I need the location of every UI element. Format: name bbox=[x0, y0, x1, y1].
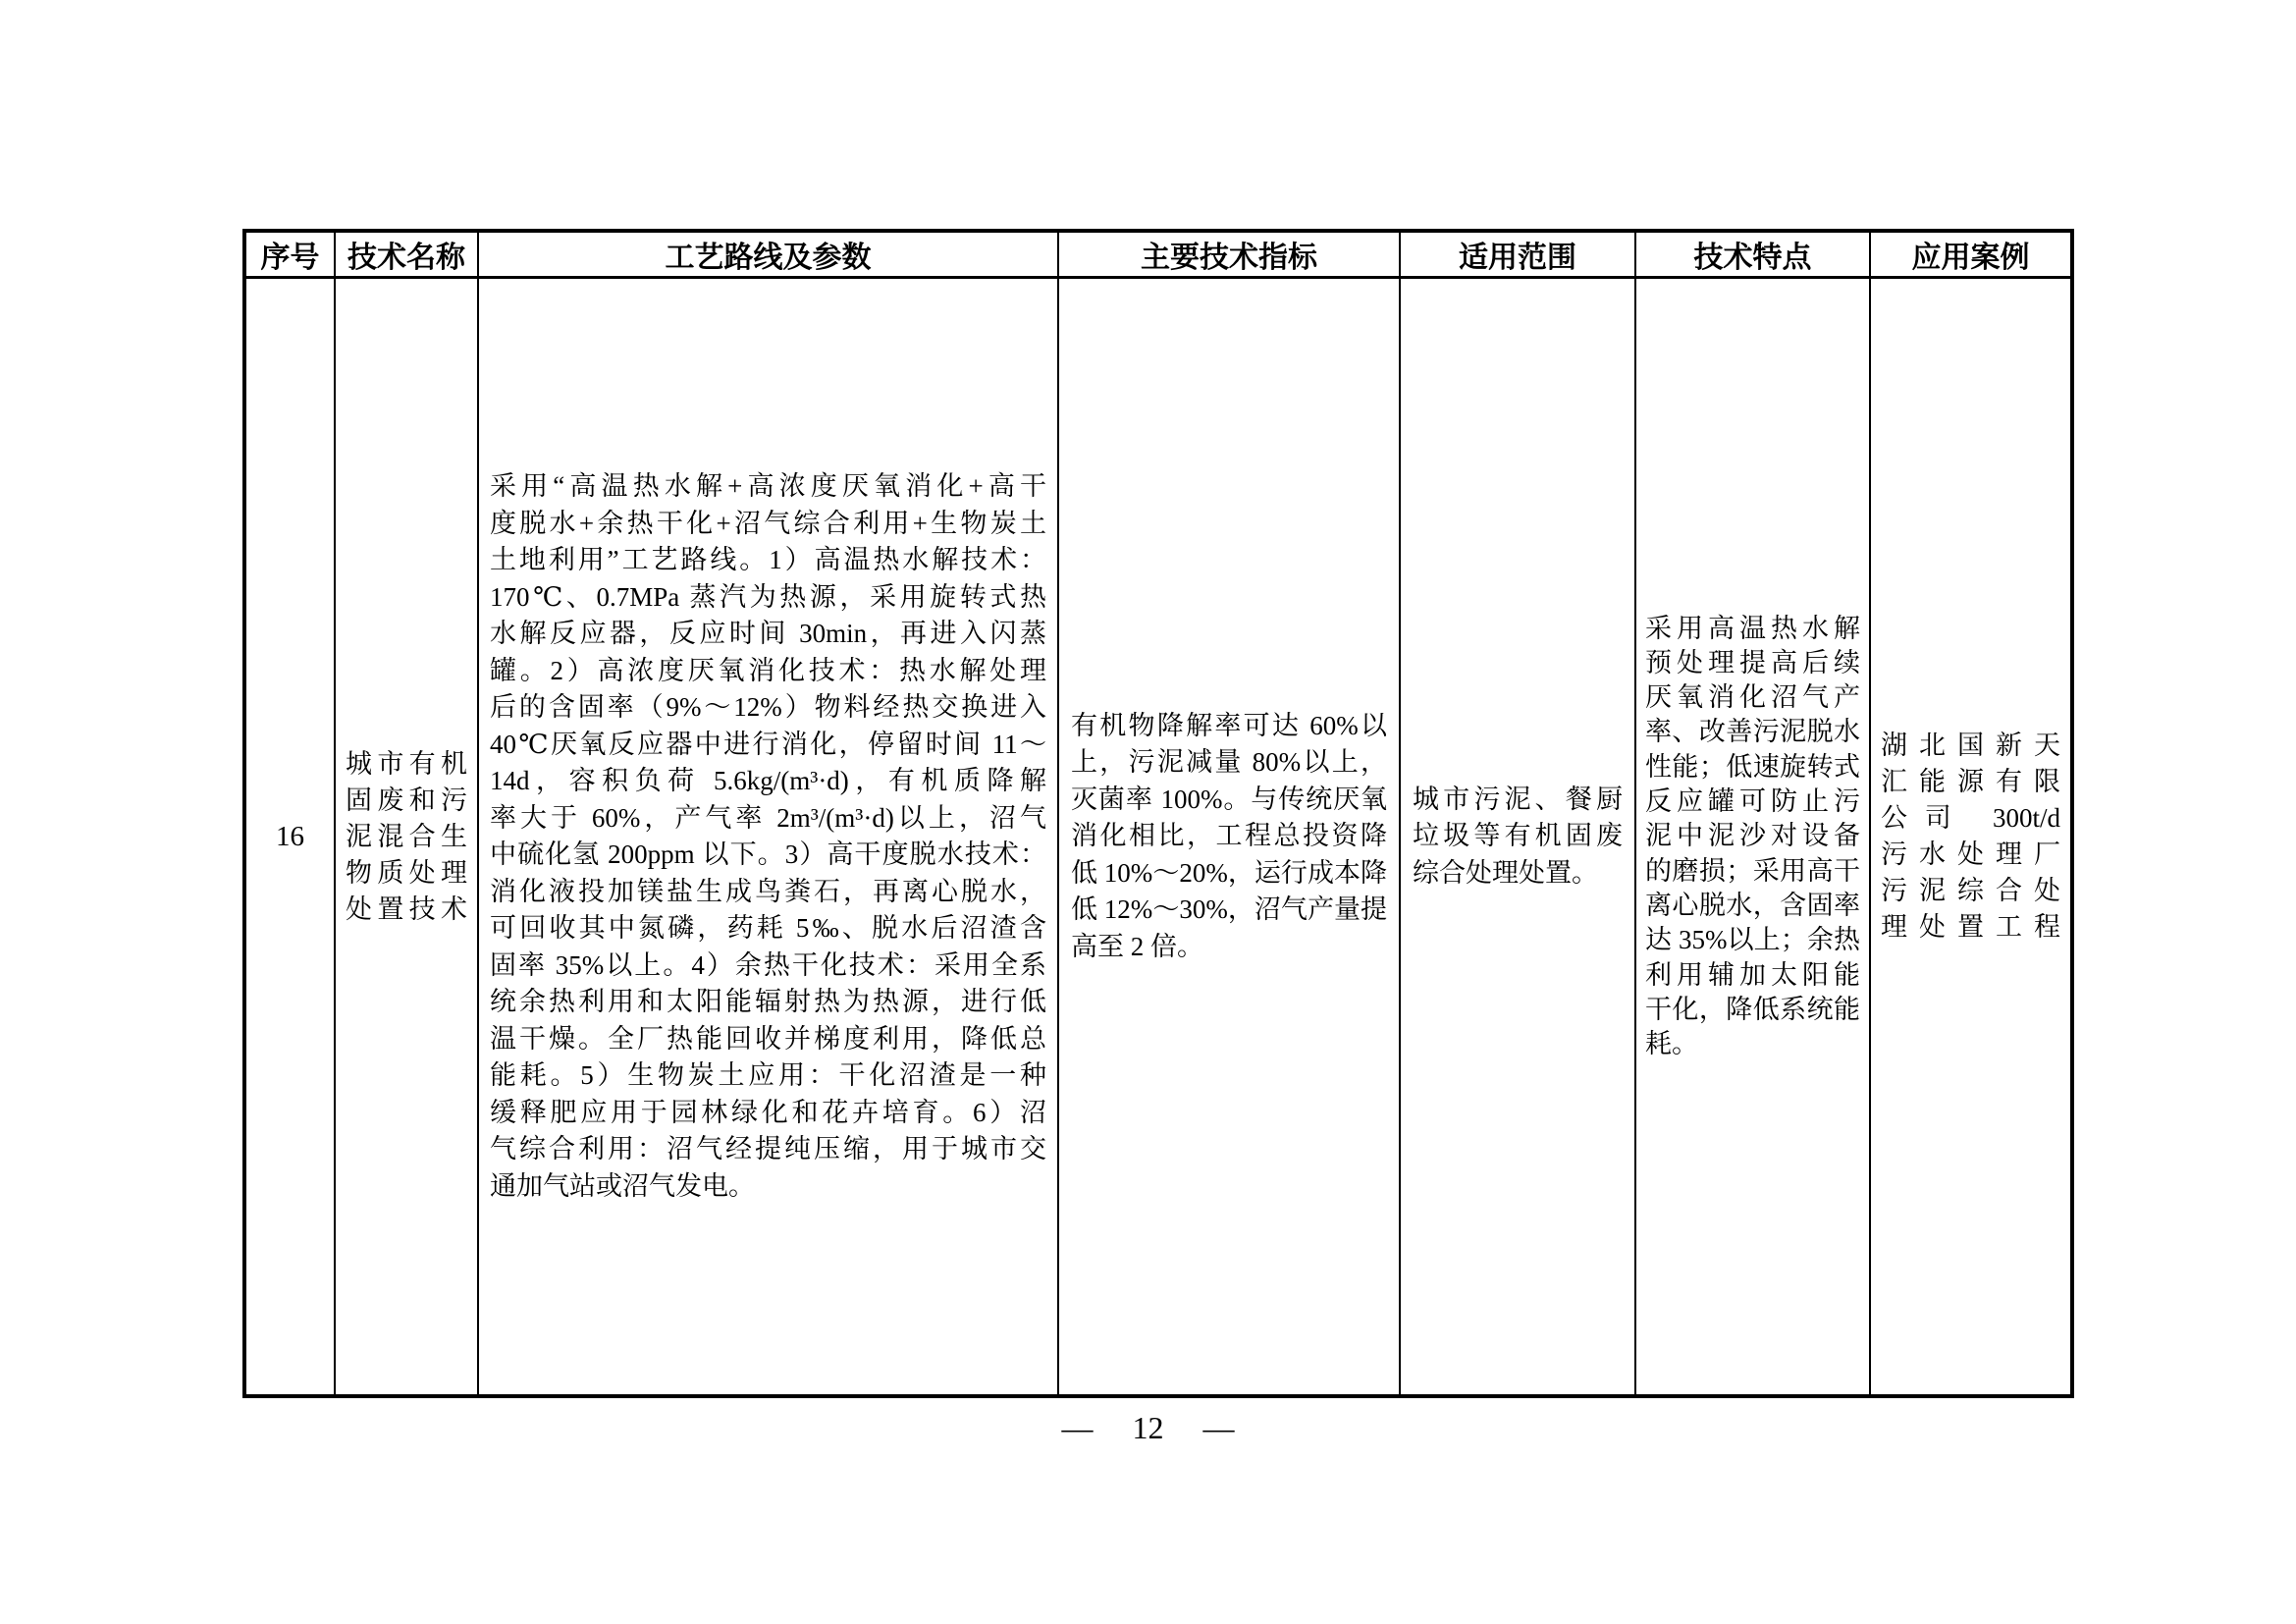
page-number: 12 bbox=[1132, 1410, 1164, 1445]
cell-tech-name bbox=[335, 278, 478, 1397]
cell-process-route bbox=[478, 278, 1058, 1397]
footer-dash-left: — bbox=[1061, 1410, 1094, 1445]
applicable-scope-text: 城市污泥、餐厨 垃圾等有机固废 综合处理处置。 bbox=[1413, 784, 1623, 888]
technology-table bbox=[242, 229, 2074, 1398]
cell-tech-indicators bbox=[1058, 278, 1400, 1397]
col-header-scope: 适用范围 bbox=[1400, 231, 1635, 278]
tech-name-text: 城市有机 固废和污 泥混合生 物质处理 处置技术 bbox=[346, 748, 467, 924]
table-header-row bbox=[244, 231, 2072, 278]
col-header-tech-name: 技术名称 bbox=[335, 231, 478, 278]
cell-application-case bbox=[1870, 278, 2072, 1397]
tech-features-text: 采用高温热水解 预处理提高后续 厌氧消化沼气产 率、改善污泥脱水 性能；低速旋转式 反应罐可防止污 泥中泥沙对设备 的磨损；采用高干 离心脱水，含固率 达 35%以上；余热 利用辅加太阳能 干化，降低系统能 耗。 bbox=[1645, 613, 1860, 1059]
table-row bbox=[244, 278, 2072, 1397]
col-header-cases: 应用案例 bbox=[1870, 231, 2072, 278]
page-footer bbox=[0, 1406, 2296, 1449]
application-case-text: 湖北国新天 汇能源有限 公司 300t/d 污水处理厂 污泥综合处 理处置工程 bbox=[1881, 731, 2060, 942]
tech-indicators-text: 有机物降解率可达 60%以 上，污泥减量 80%以上， 灭菌率 100%。与传统厌氧 消化相比，工程总投资降 低 10%～20%，运行成本降 低 12%～30%，沼气产量提 高至 2 倍。 bbox=[1071, 710, 1387, 961]
cell-serial-number: 16 bbox=[244, 278, 335, 1397]
cell-applicable-scope bbox=[1400, 278, 1635, 1397]
col-header-index: 序号 bbox=[244, 231, 335, 278]
col-header-process-route: 工艺路线及参数 bbox=[478, 231, 1058, 278]
cell-tech-features bbox=[1635, 278, 1870, 1397]
process-route-text: 采用“高温热水解+高浓度厌氧消化+高干 度脱水+余热干化+沼气综合利用+生物炭土 土地利用”工艺路线。1）高温热水解技术： 170℃、0.7MPa 蒸汽为热源，采用旋转式热 水解反应器，反应时间 30min，再进入闪蒸 罐。2）高浓度厌氧消化技术：热水解处理 后的含固率（9%～12%）物料经热交换进入 40℃厌氧反应器中进行消化，停留时间 11～ 14d，容积负荷 5.6kg/(m³·d)，有机质降解 率大于 60%，产气率 2m³/(m³·d)以上，沼气 中硫化氢 200ppm 以下。3）高干度脱水技术： 消化液投加镁盐生成鸟粪石，再离心脱水， 可回收其中氮磷，药耗 5‰、脱水后沼渣含 固率 35%以上。4）余热干化技术：采用全系 统余热利用和太阳能辐射热为热源，进行低 温干燥。全厂热能回收并梯度利用，降低总 能耗。5）生物炭土应用：干化沼渣是一种 缓释肥应用于园林绿化和花卉培育。6）沼 气综合利用：沼气经提纯压缩，用于城市交 通加气站或沼气发电。 bbox=[490, 471, 1046, 1201]
col-header-features: 技术特点 bbox=[1635, 231, 1870, 278]
col-header-tech-indicators: 主要技术指标 bbox=[1058, 231, 1400, 278]
footer-dash-right: — bbox=[1202, 1410, 1235, 1445]
